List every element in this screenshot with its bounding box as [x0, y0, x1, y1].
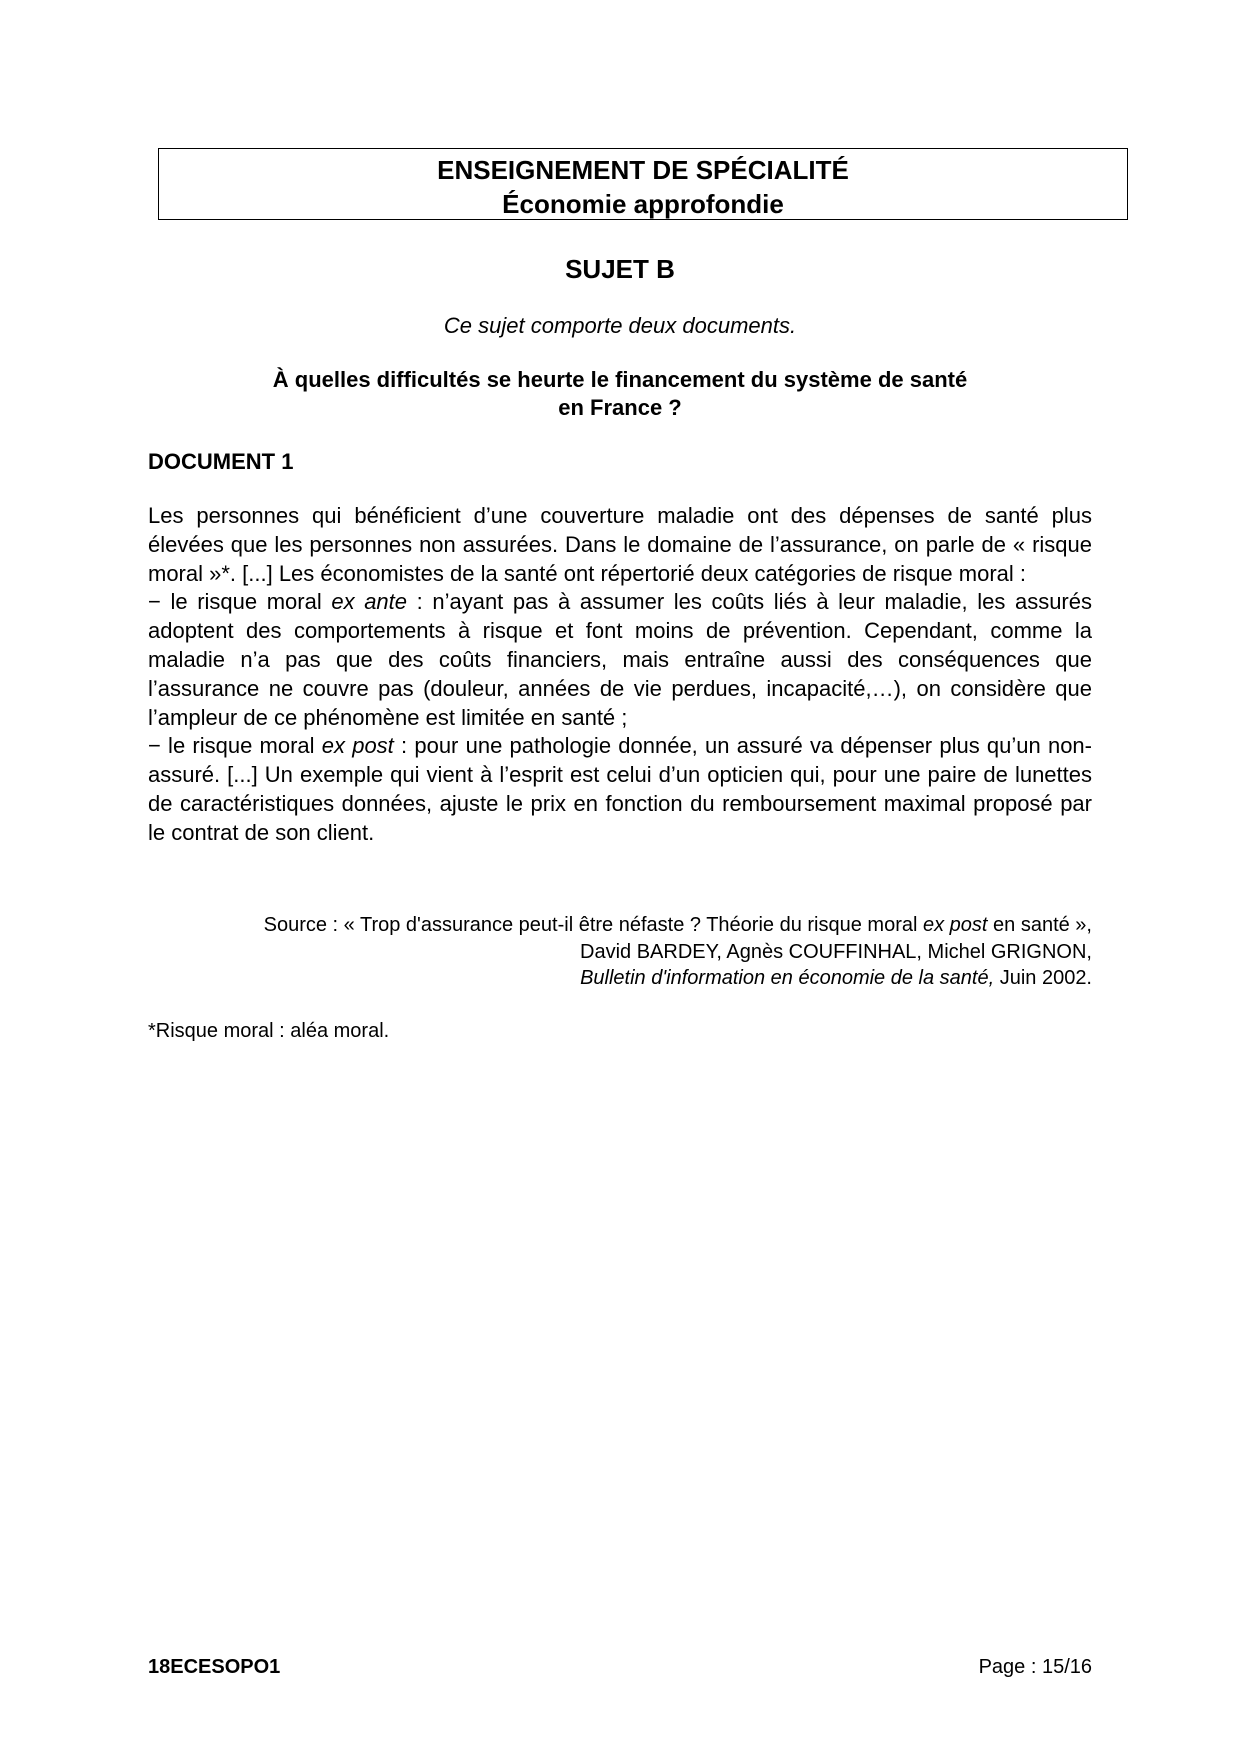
question-line-1: À quelles difficultés se heurte le financement du système de santé [272, 367, 968, 392]
subject-description: Ce sujet comporte deux documents. [443, 313, 797, 338]
source-line-1 [148, 912, 1092, 939]
specialty-subtitle: Économie approfondie [502, 189, 784, 219]
source-publication: Bulletin d'information en économie de la santé, [580, 967, 995, 989]
document-1-intro: Les personnes qui bénéficient d’une couverture maladie ont des dépenses de santé plus élevées que les personnes non assurées. Dans le domaine de l’assurance, on parle de « risque moral »*. [...] Les économistes de la santé ont répertorié deux catégories de risque moral : [148, 503, 1092, 586]
document-1-body [148, 502, 1092, 848]
item-2-term: ex post [321, 733, 394, 759]
item-2-text: : pour une pathologie donnée, un assuré va dépenser plus qu’un non-assuré. [...] Un exemple qui vient à l’esprit est celui d’un opticien qui, pour une paire de lunettes de caractéristiques données, ajuste le prix en fonction du remboursement maximal proposé par le contrat de son client. [148, 733, 1092, 845]
document-1-item-ex-post [148, 732, 1092, 847]
subject-title: SUJET B [565, 254, 675, 284]
document-1-title: DOCUMENT 1 [148, 449, 294, 474]
document-1-source [148, 912, 1092, 992]
document-1-item-ex-ante [148, 588, 1092, 732]
subject-question [0, 366, 1240, 422]
item-1-text: : n’ayant pas à assumer les coûts liés à leur maladie, les assurés adoptent des comportements à risque et font moins de prévention. Cependant, comme la maladie n’a pas que des coûts financiers, mais entraîne aussi des conséquences que l’assurance ne couvre pas (douleur, années de vie perdues, incapacité,…), on considère que l’ampleur de ce phénomène est limitée en santé ; [148, 589, 1092, 730]
footnote: *Risque moral : aléa moral. [148, 1020, 390, 1042]
source-term: ex post [922, 914, 988, 936]
specialty-title: ENSEIGNEMENT DE SPÉCIALITÉ [437, 155, 849, 185]
footer-exam-code: 18ECESOPO1 [148, 1656, 281, 1678]
footer-page-number: Page : 15/16 [978, 1656, 1092, 1678]
question-line-2: en France ? [558, 395, 682, 420]
item-2-prefix: − le risque moral [148, 733, 322, 759]
specialty-header-box [158, 148, 1128, 220]
item-1-term: ex ante [331, 589, 408, 615]
source-suffix: en santé », [987, 914, 1092, 936]
item-1-prefix: − le risque moral [148, 589, 332, 615]
source-prefix: Source : « Trop d'assurance peut-il être néfaste ? Théorie du risque moral [263, 914, 923, 936]
source-line-3 [148, 965, 1092, 992]
source-authors: David BARDEY, Agnès COUFFINHAL, Michel GRIGNON, [580, 940, 1092, 963]
source-date: Juin 2002. [994, 967, 1092, 989]
